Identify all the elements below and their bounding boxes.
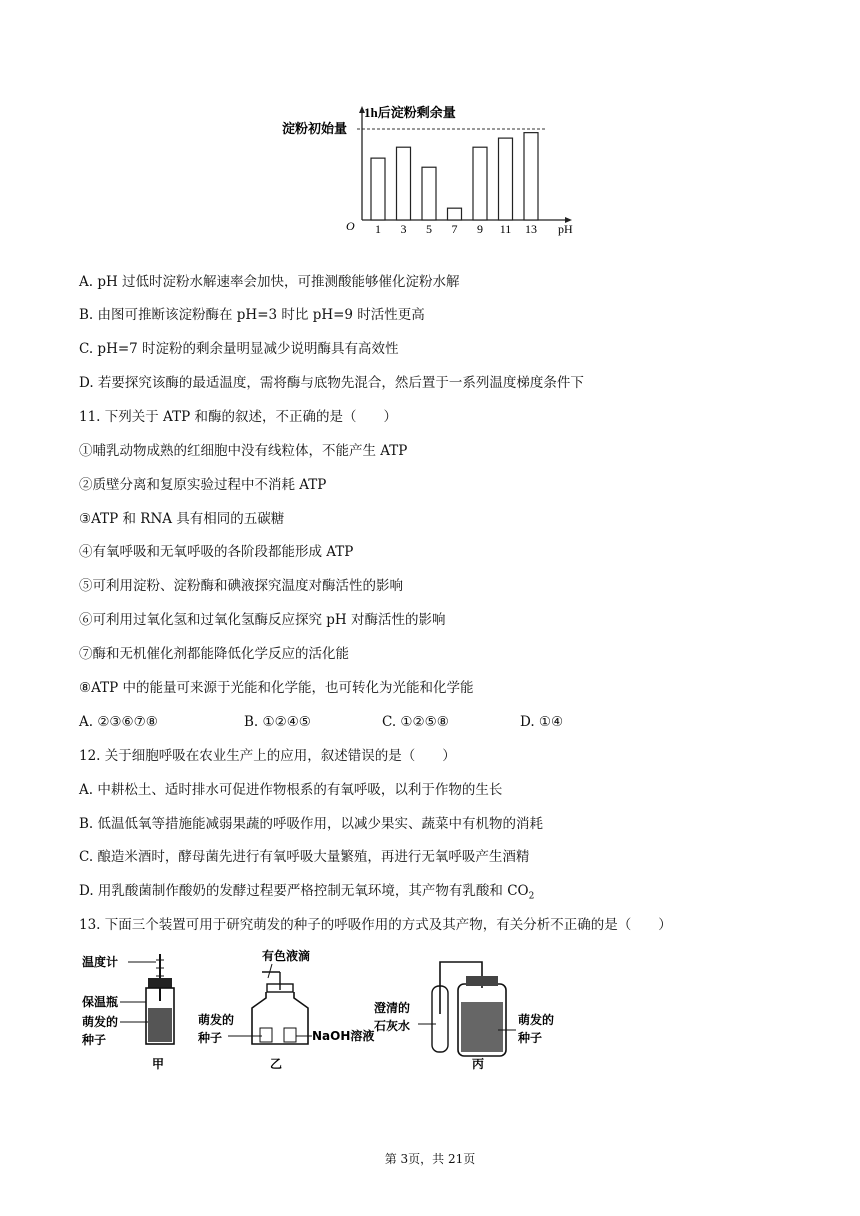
apparatus-jia bbox=[81, 954, 174, 1071]
bar-ph-1 bbox=[371, 158, 385, 220]
jia-stopper bbox=[148, 978, 172, 988]
q12-option-a: A. 中耕松土、适时排水可促进作物根系的有氧呼吸，以利于作物的生长 bbox=[79, 782, 503, 798]
bing-seeds-label-1: 萌发的 bbox=[518, 1013, 555, 1027]
yi-seeds-label-1: 萌发的 bbox=[198, 1013, 235, 1027]
co2-subscript: 2 bbox=[528, 891, 535, 902]
jia-thermometer-label: 温度计 bbox=[82, 955, 119, 969]
x-tick-label: 7 bbox=[451, 222, 458, 236]
bing-name: 丙 bbox=[472, 1057, 485, 1071]
origin-label: O bbox=[346, 219, 355, 233]
q11-item-7: ⑦酶和无机催化剂都能降低化学反应的活化能 bbox=[79, 646, 349, 662]
starch-remaining-chart bbox=[282, 102, 582, 238]
q10-option-c: C. pH=7 时淀粉的剩余量明显减少说明酶具有高效性 bbox=[79, 341, 399, 357]
page-footer: 第 3页，共 21页 bbox=[384, 1152, 476, 1166]
apparatus-yi bbox=[197, 948, 374, 1071]
bar-ph-9 bbox=[473, 147, 487, 220]
q12-option-d-text: D. 用乳酸菌制作酸奶的发酵过程要严格控制无氧环境，其产物有乳酸和 CO bbox=[79, 883, 529, 899]
y-top-label: 1h后淀粉剩余量 bbox=[364, 105, 456, 120]
q11-option-b: B. ①②④⑤ bbox=[244, 714, 311, 730]
q10-option-b: B. 由图可推断该淀粉酶在 pH=3 时比 pH=9 时活性更高 bbox=[79, 307, 425, 323]
q10-option-d: D. 若要探究该酶的最适温度，需将酶与底物先混合，然后置于一系列温度梯度条件下 bbox=[79, 375, 584, 391]
jia-name: 甲 bbox=[152, 1057, 165, 1071]
q11-item-2: ②质壁分离和复原实验过程中不消耗 ATP bbox=[79, 477, 327, 493]
y-ref-label: 淀粉初始量 bbox=[282, 121, 348, 136]
bar-ph-5 bbox=[422, 167, 436, 220]
bar-ph-11 bbox=[499, 138, 513, 220]
x-tick-label: 13 bbox=[525, 222, 537, 236]
q11-option-c: C. ①②⑤⑧ bbox=[382, 714, 449, 730]
jia-seeds-label-2: 种子 bbox=[82, 1033, 107, 1047]
bing-seeds bbox=[461, 1002, 503, 1052]
bing-lime-label-2: 石灰水 bbox=[374, 1019, 411, 1033]
q11-option-a: A. ②③⑥⑦⑧ bbox=[79, 714, 158, 730]
bing-seeds-label-2: 种子 bbox=[518, 1031, 543, 1045]
q11-item-5: ⑤可利用淀粉、淀粉酶和碘液探究温度对酶活性的影响 bbox=[79, 578, 403, 594]
bar-ph-7 bbox=[448, 208, 462, 220]
q13-stem: 13. 下面三个装置可用于研究萌发的种子的呼吸作用的方式及其产物，有关分析不正确的是（ ） bbox=[79, 917, 672, 933]
q10-option-a: A. pH 过低时淀粉水解速率会加快，可推测酸能够催化淀粉水解 bbox=[79, 274, 460, 290]
q11-item-8: ⑧ATP 中的能量可来源于光能和化学能，也可转化为光能和化学能 bbox=[79, 680, 474, 696]
yi-naoh-label: NaOH溶液 bbox=[312, 1029, 375, 1043]
q11-item-4: ④有氧呼吸和无氧呼吸的各阶段都能形成 ATP bbox=[79, 544, 354, 560]
q12-option-b: B. 低温低氧等措施能减弱果蔬的呼吸作用，以减少果实、蔬菜中有机物的消耗 bbox=[79, 816, 544, 832]
x-axis-label: pH bbox=[558, 222, 573, 236]
jia-seeds-label-1: 萌发的 bbox=[82, 1015, 119, 1029]
yi-name: 乙 bbox=[270, 1057, 283, 1071]
x-tick-label: 9 bbox=[477, 222, 483, 236]
x-tick-label: 11 bbox=[499, 222, 512, 236]
q11-item-1: ①哺乳动物成熟的红细胞中没有线粒体，不能产生 ATP bbox=[79, 443, 408, 459]
x-tick-label: 1 bbox=[375, 222, 381, 236]
q11-option-d: D. ①④ bbox=[520, 714, 564, 730]
jia-flask-label: 保温瓶 bbox=[82, 995, 119, 1009]
bar-ph-13 bbox=[524, 133, 538, 220]
respiration-apparatus-figure bbox=[80, 946, 580, 1074]
yi-drop-label: 有色液滴 bbox=[262, 949, 311, 963]
q12-option-d bbox=[79, 882, 534, 906]
q11-item-3: ③ATP 和 RNA 具有相同的五碳糖 bbox=[79, 511, 285, 527]
q12-stem: 12. 关于细胞呼吸在农业生产上的应用，叙述错误的是（ ） bbox=[79, 748, 456, 764]
yi-seeds-label-2: 种子 bbox=[198, 1031, 223, 1045]
bing-lime-label-1: 澄清的 bbox=[374, 1001, 411, 1015]
bar-ph-3 bbox=[397, 147, 411, 220]
q12-option-c: C. 酿造米酒时，酵母菌先进行有氧呼吸大量繁殖，再进行无氧呼吸产生酒精 bbox=[79, 849, 530, 865]
jia-seeds bbox=[148, 1008, 172, 1042]
q11-stem: 11. 下列关于 ATP 和酶的叙述，不正确的是（ ） bbox=[79, 409, 397, 425]
q11-item-6: ⑥可利用过氧化氢和过氧化氢酶反应探究 pH 对酶活性的影响 bbox=[79, 612, 446, 628]
x-tick-label: 5 bbox=[426, 222, 432, 236]
apparatus-bing bbox=[374, 962, 554, 1071]
x-tick-label: 3 bbox=[400, 222, 407, 236]
